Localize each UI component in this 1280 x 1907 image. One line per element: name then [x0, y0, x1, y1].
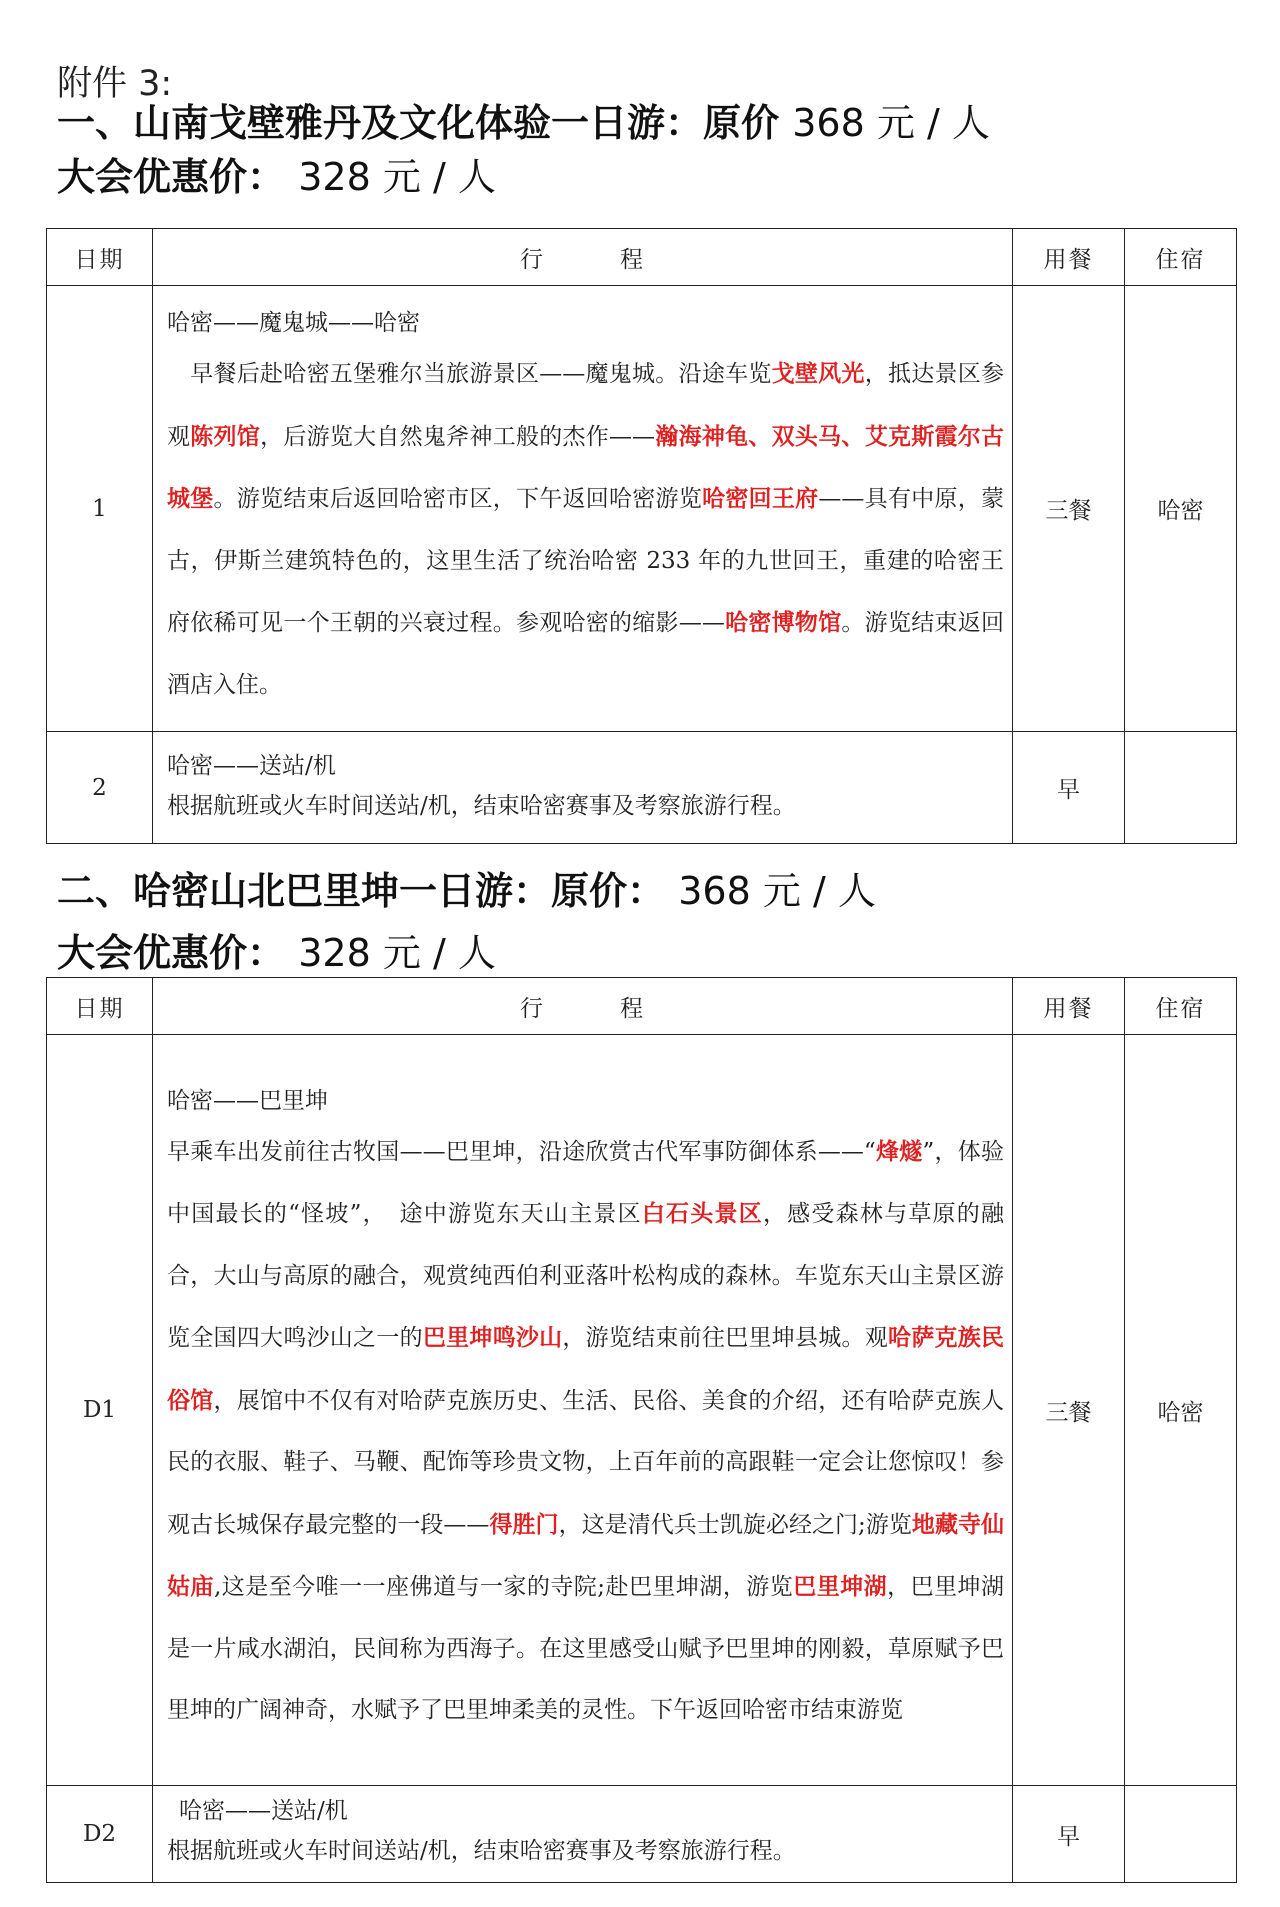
highlighted-attraction: 白石头景区 — [641, 1200, 763, 1227]
highlighted-attraction: 哈密博物馆 — [724, 609, 842, 636]
route-line: 哈密——送站/机 — [179, 1798, 348, 1824]
itinerary-cell — [153, 1786, 1013, 1883]
description-text: ，游览结束前往巴里坤县城。观 — [562, 1325, 888, 1351]
meals-cell: 三餐 — [1013, 1035, 1125, 1786]
itinerary-cell — [153, 1035, 1013, 1786]
highlighted-attraction: 哈密回王府 — [702, 485, 819, 512]
tour1-title-price: 368 元 / 人 — [792, 101, 990, 145]
table-header-row — [47, 978, 1237, 1035]
tour2-title-text: 二、哈密山北巴里坤一日游：原价： — [57, 869, 666, 913]
attachment-label: 附件 3: — [57, 64, 173, 104]
description-text: ”，体验中国最长的“怪坡”， 途中游览东天山主景区 — [167, 1138, 1004, 1227]
tour1-discount-price: 328 元 / 人 — [298, 155, 496, 199]
highlighted-attraction: 地藏寺仙姑庙 — [167, 1510, 1005, 1600]
description-text: 。游览结束返回酒店入住。 — [167, 610, 1005, 698]
highlighted-attraction: 得胜门 — [489, 1510, 559, 1538]
tour2-title-price: 368 元 / 人 — [678, 869, 876, 913]
tour2-title — [57, 860, 876, 915]
tour1-title — [57, 92, 990, 147]
route-line: 哈密——魔鬼城——哈密 — [167, 310, 420, 336]
header-itinerary: 行 程 — [153, 229, 1013, 286]
highlighted-attraction: 巴里坤鸣沙山 — [422, 1324, 563, 1351]
itinerary-description — [167, 343, 1004, 716]
description-text: ，感受森林与草原的融合，大山与高原的融合，观赏纯西伯利亚落叶松构成的森林。车览东天山主景区游览全国四大鸣沙山之一的 — [167, 1201, 1005, 1351]
day-number: 1 — [47, 286, 153, 732]
description-text: 。游览结束后返回哈密市区，下午返回哈密游览 — [213, 486, 703, 512]
header-lodging: 住宿 — [1125, 229, 1237, 286]
highlighted-attraction: 烽燧 — [875, 1137, 923, 1165]
tour1-title-text: 一、山南戈壁雅丹及文化体验一日游：原价 — [57, 101, 780, 145]
lodging-cell — [1125, 732, 1237, 844]
day-number: 2 — [47, 732, 153, 844]
itinerary-description: 根据航班或火车时间送站/机，结束哈密赛事及考察旅游行程。 — [167, 792, 796, 819]
itinerary-cell — [153, 732, 1013, 844]
route-line: 哈密——送站/机 — [167, 752, 336, 779]
header-meals: 用餐 — [1013, 229, 1125, 286]
meals-cell: 早 — [1013, 1786, 1125, 1883]
tour2-discount — [57, 922, 496, 977]
description-text: 早餐后赴哈密五堡雅尔当旅游景区——魔鬼城。沿途车览 — [167, 361, 772, 387]
table-row — [47, 1786, 1237, 1883]
description-text: ，抵达景区参观 — [167, 361, 1005, 450]
description-text: ，巴里坤湖是一片咸水湖泊，民间称为西海子。在这里感受山赋予巴里坤的刚毅，草原赋予巴里坤的广阔神奇，水赋予了巴里坤柔美的灵性。下午返回哈密市结束游览 — [167, 1574, 1005, 1723]
highlighted-attraction: 戈壁风光 — [771, 360, 865, 387]
highlighted-attraction: 瀚海神龟、双头马、艾克斯霞尔古城堡 — [167, 422, 1005, 512]
tour1-itinerary-table — [46, 228, 1237, 844]
highlighted-attraction: 陈列馆 — [190, 422, 261, 450]
tour1-discount-label: 大会优惠价： — [57, 155, 286, 199]
description-text: ，展馆中不仅有对哈萨克族历史、生活、民俗、美食的介绍，还有哈萨克族人民的衣服、鞋子、马鞭、配饰等珍贵文物，上百年前的高跟鞋一定会让您惊叹！参观古长城保存最完整的一段—— — [167, 1387, 1005, 1538]
meals-cell: 早 — [1013, 732, 1125, 844]
header-itinerary: 行 程 — [153, 978, 1013, 1035]
day-number: D2 — [47, 1786, 153, 1883]
lodging-cell: 哈密 — [1125, 286, 1237, 732]
description-text: ——具有中原，蒙古，伊斯兰建筑特色的，这里生活了统治哈密 233 年的九世回王，重建的哈密王府依稀可见一个王朝的兴衰过程。参观哈密的缩影—— — [167, 486, 1005, 636]
table-header-row — [47, 229, 1237, 286]
itinerary-description — [167, 1121, 1004, 1742]
header-date: 日期 — [47, 229, 153, 286]
description-text: 早乘车出发前往古牧国——巴里坤，沿途欣赏古代军事防御体系——“ — [167, 1138, 876, 1165]
header-meals: 用餐 — [1013, 978, 1125, 1035]
lodging-cell: 哈密 — [1125, 1035, 1237, 1786]
description-text: ，后游览大自然鬼斧神工般的杰作—— — [260, 423, 656, 450]
description-text: ，这是清代兵士凯旋必经之门;游览 — [558, 1511, 912, 1538]
lodging-cell — [1125, 1786, 1237, 1883]
table-row — [47, 1035, 1237, 1786]
itinerary-description: 根据航班或火车时间送站/机，结束哈密赛事及考察旅游行程。 — [167, 1838, 796, 1864]
tour2-discount-price: 328 元 / 人 — [298, 931, 496, 975]
highlighted-attraction: 巴里坤湖 — [793, 1573, 888, 1600]
header-lodging: 住宿 — [1125, 978, 1237, 1035]
header-date: 日期 — [47, 978, 153, 1035]
highlighted-attraction: 哈萨克族民俗馆 — [167, 1324, 1005, 1414]
table-row — [47, 732, 1237, 844]
tour1-discount — [57, 146, 496, 201]
route-line: 哈密——巴里坤 — [167, 1087, 328, 1114]
tour2-discount-label: 大会优惠价： — [57, 931, 286, 975]
itinerary-cell — [153, 286, 1013, 732]
table-row — [47, 286, 1237, 732]
day-number: D1 — [47, 1035, 153, 1786]
tour2-itinerary-table — [46, 977, 1237, 1883]
description-text: ,这是至今唯一一座佛道与一家的寺院;赴巴里坤湖，游览 — [213, 1574, 794, 1600]
meals-cell: 三餐 — [1013, 286, 1125, 732]
